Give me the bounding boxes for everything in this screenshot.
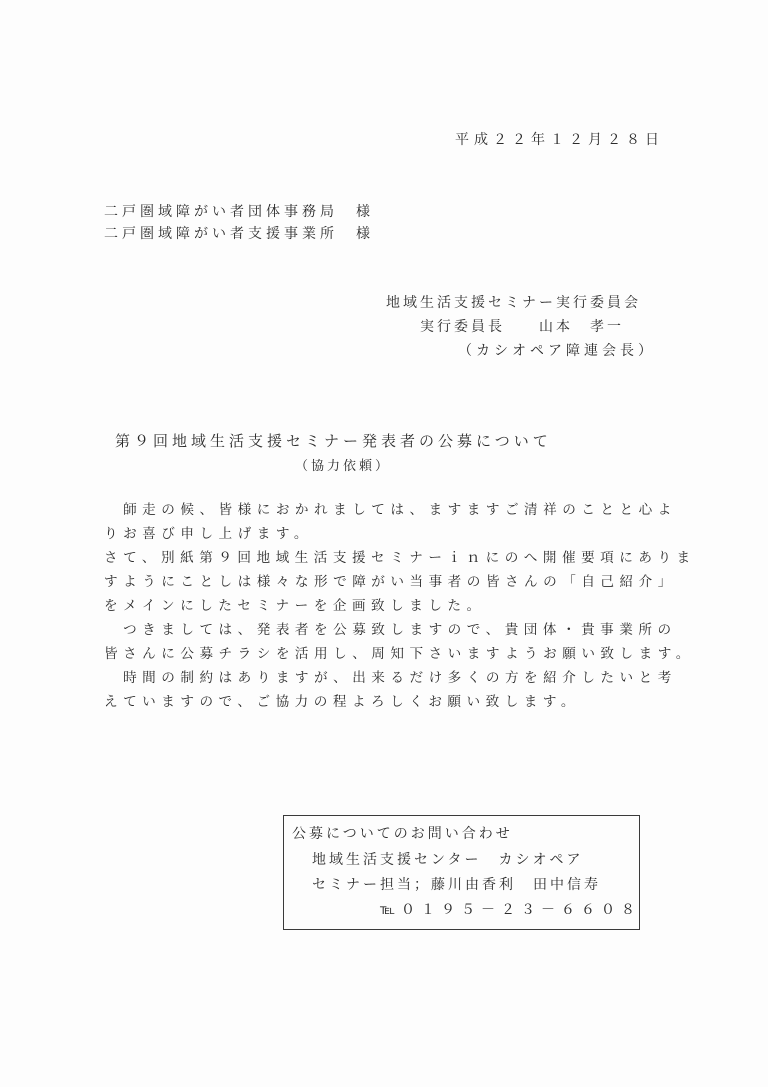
contact-staff: セミナー担当；藤川由香利 田中信寿	[312, 877, 601, 893]
addressee-line: 二戸圏域障がい者団体事務局 様	[104, 204, 374, 220]
sender-affiliation: （カシオペア障連会長）	[458, 343, 656, 359]
contact-heading: 公募についてのお問い合わせ	[292, 826, 513, 842]
document-date: 平成２２年１２月２８日	[455, 132, 664, 148]
body-line: さて、別紙第９回地域生活支援セミナーｉｎにのへ開催要項にありま	[104, 550, 696, 566]
body-line: をメインにしたセミナーを企画致しました。	[104, 598, 486, 614]
sender-chair: 実行委員長 山本 孝一	[420, 319, 624, 335]
document-subtitle: （協力依頼）	[295, 459, 392, 474]
body-line: すようにことしは様々な形で障がい当事者の皆さんの「自己紹介」	[104, 574, 677, 590]
body-line: 時間の制約はありますが、出来るだけ多くの方を紹介したいと考	[104, 670, 677, 686]
body-line: 皆さんに公募チラシを活用し、周知下さいますようお願い致します。	[104, 646, 695, 662]
contact-box	[283, 815, 640, 930]
addressee-line: 二戸圏域障がい者支援事業所 様	[104, 226, 374, 242]
document-title: 第９回地域生活支援セミナー発表者の公募について	[115, 432, 552, 450]
body-line: りお喜び申し上げます。	[104, 526, 313, 542]
body-line: えていますので、ご協力の程よろしくお願い致します。	[104, 694, 580, 710]
body-line: 師走の候、皆様におかれましては、ますますご清祥のことと心よ	[104, 502, 677, 518]
contact-phone: ℡０１９５－２３－６６０８	[380, 902, 642, 918]
body-line: つきましては、発表者を公募致しますので、貴団体・貴事業所の	[104, 622, 677, 638]
contact-organization: 地域生活支援センター カシオペア	[312, 852, 584, 868]
sender-committee: 地域生活支援セミナー実行委員会	[386, 295, 641, 311]
